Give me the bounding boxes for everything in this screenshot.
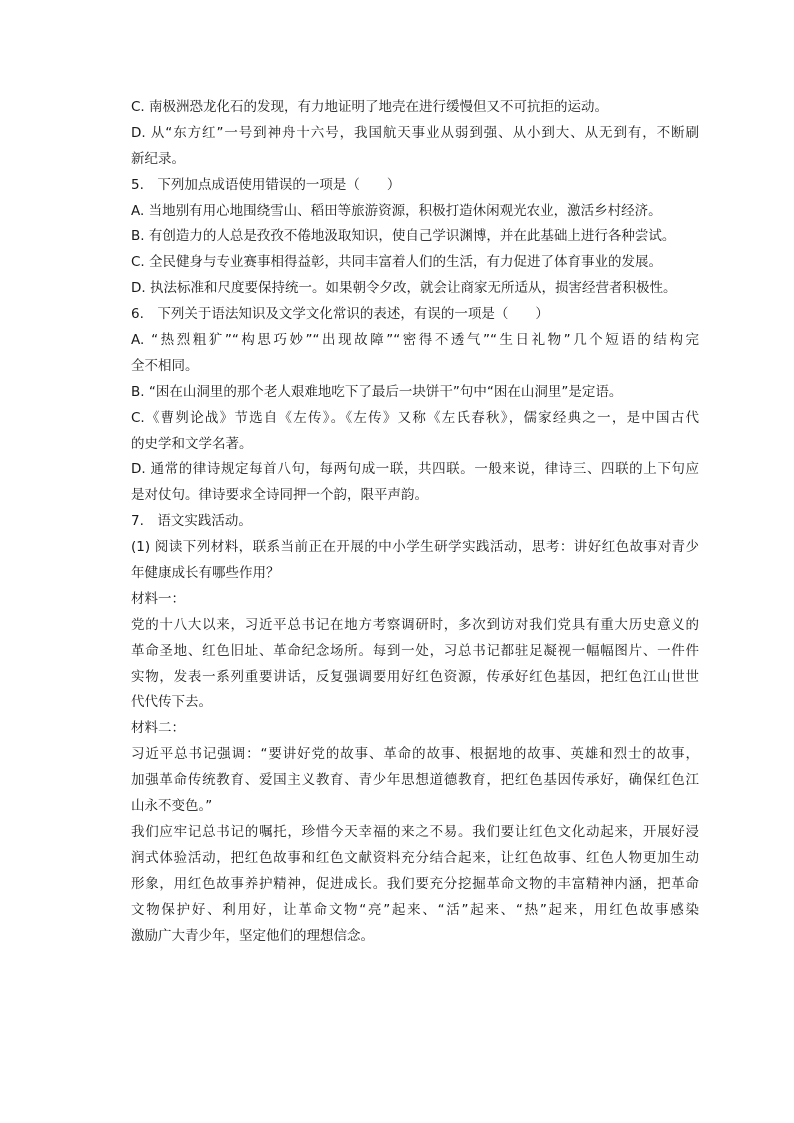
text-line: 党的十八大以来，习近平总书记在地方考察调研时，多次到访对我们党具有重大历史意义的	[131, 616, 699, 633]
text-line: D. 通常的律诗规定每首八句，每两句成一联，共四联。一般来说，律诗三、四联的上下句应	[131, 461, 699, 478]
text-line: D. 从“东方红”一号到神舟十六号，我国航天事业从弱到强、从小到大、从无到有，不断刷	[131, 124, 699, 141]
text-line: 的史学和文学名著。	[131, 435, 253, 452]
text-line: 实物，发表一系列重要讲话，反复强调要用好红色资源，传承好红色基因，把红色江山世世	[131, 668, 699, 685]
text-line: 革命圣地、红色旧址、革命纪念场所。每到一处，习总书记都驻足凝视一幅幅图片、一件件	[131, 642, 699, 659]
text-line: 全不相同。	[131, 357, 199, 374]
text-line: 我们应牢记总书记的嘱托，珍惜今天幸福的来之不易。我们要让红色文化动起来，开展好浸	[131, 823, 699, 840]
text-line: 激励广大青少年，坚定他们的理想信念。	[131, 927, 374, 944]
text-line: 加强革命传统教育、爱国主义教育、青少年思想道德教育，把红色基因传承好，确保红色江	[131, 772, 699, 789]
text-line: C. 南极洲恐龙化石的发现，有力地证明了地壳在进行缓慢但又不可抗拒的运动。	[131, 99, 609, 115]
text-line: B. “困在山洞里的那个老人艰难地吃下了最后一块饼干”句中“困在山洞里”是定语。	[131, 383, 623, 400]
text-line: 代代传下去。	[131, 694, 212, 711]
text-line: 是对仗句。律诗要求全诗同押一个韵，限平声韵。	[131, 487, 428, 504]
text-line: B. 有创造力的人总是孜孜不倦地汲取知识，使自己学识渊博，并在此基础上进行各种尝试。	[131, 228, 676, 245]
text-line: 文物保护好、利用好，让革命文物“亮”起来、“活”起来、“热”起来，用红色故事感染	[131, 901, 699, 918]
text-line: A. “热烈粗犷”“构思巧妙”“出现故障”“密得不透气”“生日礼物”几个短语的结构完	[131, 332, 699, 349]
text-line: 5. 下列加点成语使用错误的一项是（ ）	[131, 176, 401, 193]
text-line: 年健康成长有哪些作用？	[131, 565, 280, 582]
text-line: 材料二：	[131, 720, 185, 737]
text-line: C. 全民健身与专业赛事相得益彰，共同丰富着人们的生活，有力促进了体育事业的发展。	[131, 254, 663, 271]
text-line: 习近平总书记强调：“要讲好党的故事、革命的故事、根据地的故事、英雄和烈士的故事，	[131, 746, 699, 763]
text-line: 润式体验活动，把红色故事和红色文献资料充分结合起来，让红色故事、红色人物更加生动	[131, 849, 699, 866]
text-line: C.《曹刿论战》节选自《左传》。《左传》又称《左氏春秋》，儒家经典之一，是中国古代	[131, 409, 699, 426]
document-page	[131, 95, 699, 949]
text-line: 山永不变色。”	[131, 798, 213, 815]
text-line: A. 当地别有用心地围绕雪山、稻田等旅游资源，积极打造休闲观光农业，激活乡村经济。	[131, 202, 662, 219]
text-line: 6. 下列关于语法知识及文学文化常识的表述，有误的一项是（ ）	[131, 306, 549, 323]
text-line: 新纪录。	[131, 150, 185, 167]
text-line: (1) 阅读下列材料，联系当前正在开展的中小学生研学实践活动，思考：讲好红色故事对青少	[131, 539, 699, 556]
text-line: 7. 语文实践活动。	[131, 513, 252, 530]
text-line: D. 执法标准和尺度要保持统一。如果朝令夕改，就会让商家无所适从，损害经营者积极性。	[131, 280, 677, 297]
text-line: 形象，用红色故事养护精神，促进成长。我们要充分挖掘革命文物的丰富精神内涵，把革命	[131, 875, 699, 892]
text-line: 材料一：	[131, 590, 185, 607]
